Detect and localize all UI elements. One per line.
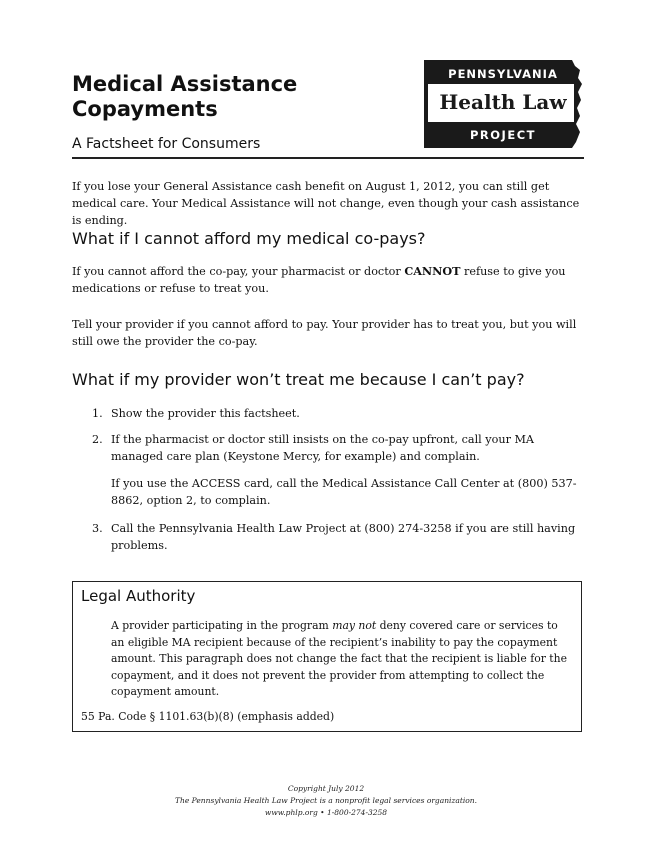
footer-organization: The Pennsylvania Health Law Project is a nonprofit legal services organization. [175,796,477,805]
title-line-1: Medical Assistance [72,72,298,96]
legal-quote [111,618,571,701]
logo-text-project: PROJECT [470,128,536,142]
list-number: 1. [92,407,103,420]
copay-text-start: If you cannot afford the co-pay, your pharmacist or doctor [72,265,405,278]
phlp-logo [422,58,584,150]
legal-citation: 55 Pa. Code § 1101.63(b)(8) (emphasis added) [81,710,335,723]
logo-text-health-law: Health Law [439,90,567,114]
list-text: If the pharmacist or doctor still insists on the co-pay upfront, call your MA managed care plan (Keystone Mercy, for example) and complain. [111,433,535,463]
section-heading-copays: What if I cannot afford my medical co-pays? [72,229,426,248]
legal-quote-start: A provider participating in the program [111,619,333,632]
legal-quote-end: deny covered care or services to an eligible MA recipient because of the recipient’s inability to pay the copayment amount. This paragraph does not change the fact that the recipient is liable for the copayment, and it does not prevent the provider from attempting to collect the copayment amount. [111,619,567,698]
footer-copyright: Copyright July 2012 [287,784,365,793]
page-subtitle: A Factsheet for Consumers [72,136,261,152]
legal-authority-heading: Legal Authority [81,587,196,605]
may-not-emphasis: may not [332,619,377,632]
list-text: Show the provider this factsheet. [111,407,300,420]
logo-text-pennsylvania: PENNSYLVANIA [448,67,558,81]
copay-paragraph-1 [72,263,584,297]
list-text: If you use the ACCESS card, call the Medical Assistance Call Center at (800) 537-8862, option 2, to complain. [111,477,577,507]
copay-text-end: refuse to give you medications or refuse to treat you. [72,265,566,295]
copay-paragraph-2: Tell your provider if you cannot afford to pay. Your provider has to treat you, but you will still owe the provider the co-pay. [72,318,577,348]
list-number: 3. [92,522,103,535]
legal-authority-box [72,581,582,732]
cannot-emphasis: CANNOT [404,264,461,278]
intro-paragraph: If you lose your General Assistance cash benefit on August 1, 2012, you can still get medical care. Your Medical Assistance will not change, even though your cash assistance is ending. [72,180,580,227]
list-text: Call the Pennsylvania Health Law Project at (800) 274-3258 if you are still having problems. [111,522,576,552]
header-divider [72,157,584,159]
section-heading-provider: What if my provider won’t treat me because I can’t pay? [72,370,525,389]
list-number: 2. [92,433,103,446]
footer-contact: www.phlp.org • 1-800-274-3258 [264,808,388,817]
title-line-2: Copayments [72,97,218,121]
page-title [72,72,372,122]
